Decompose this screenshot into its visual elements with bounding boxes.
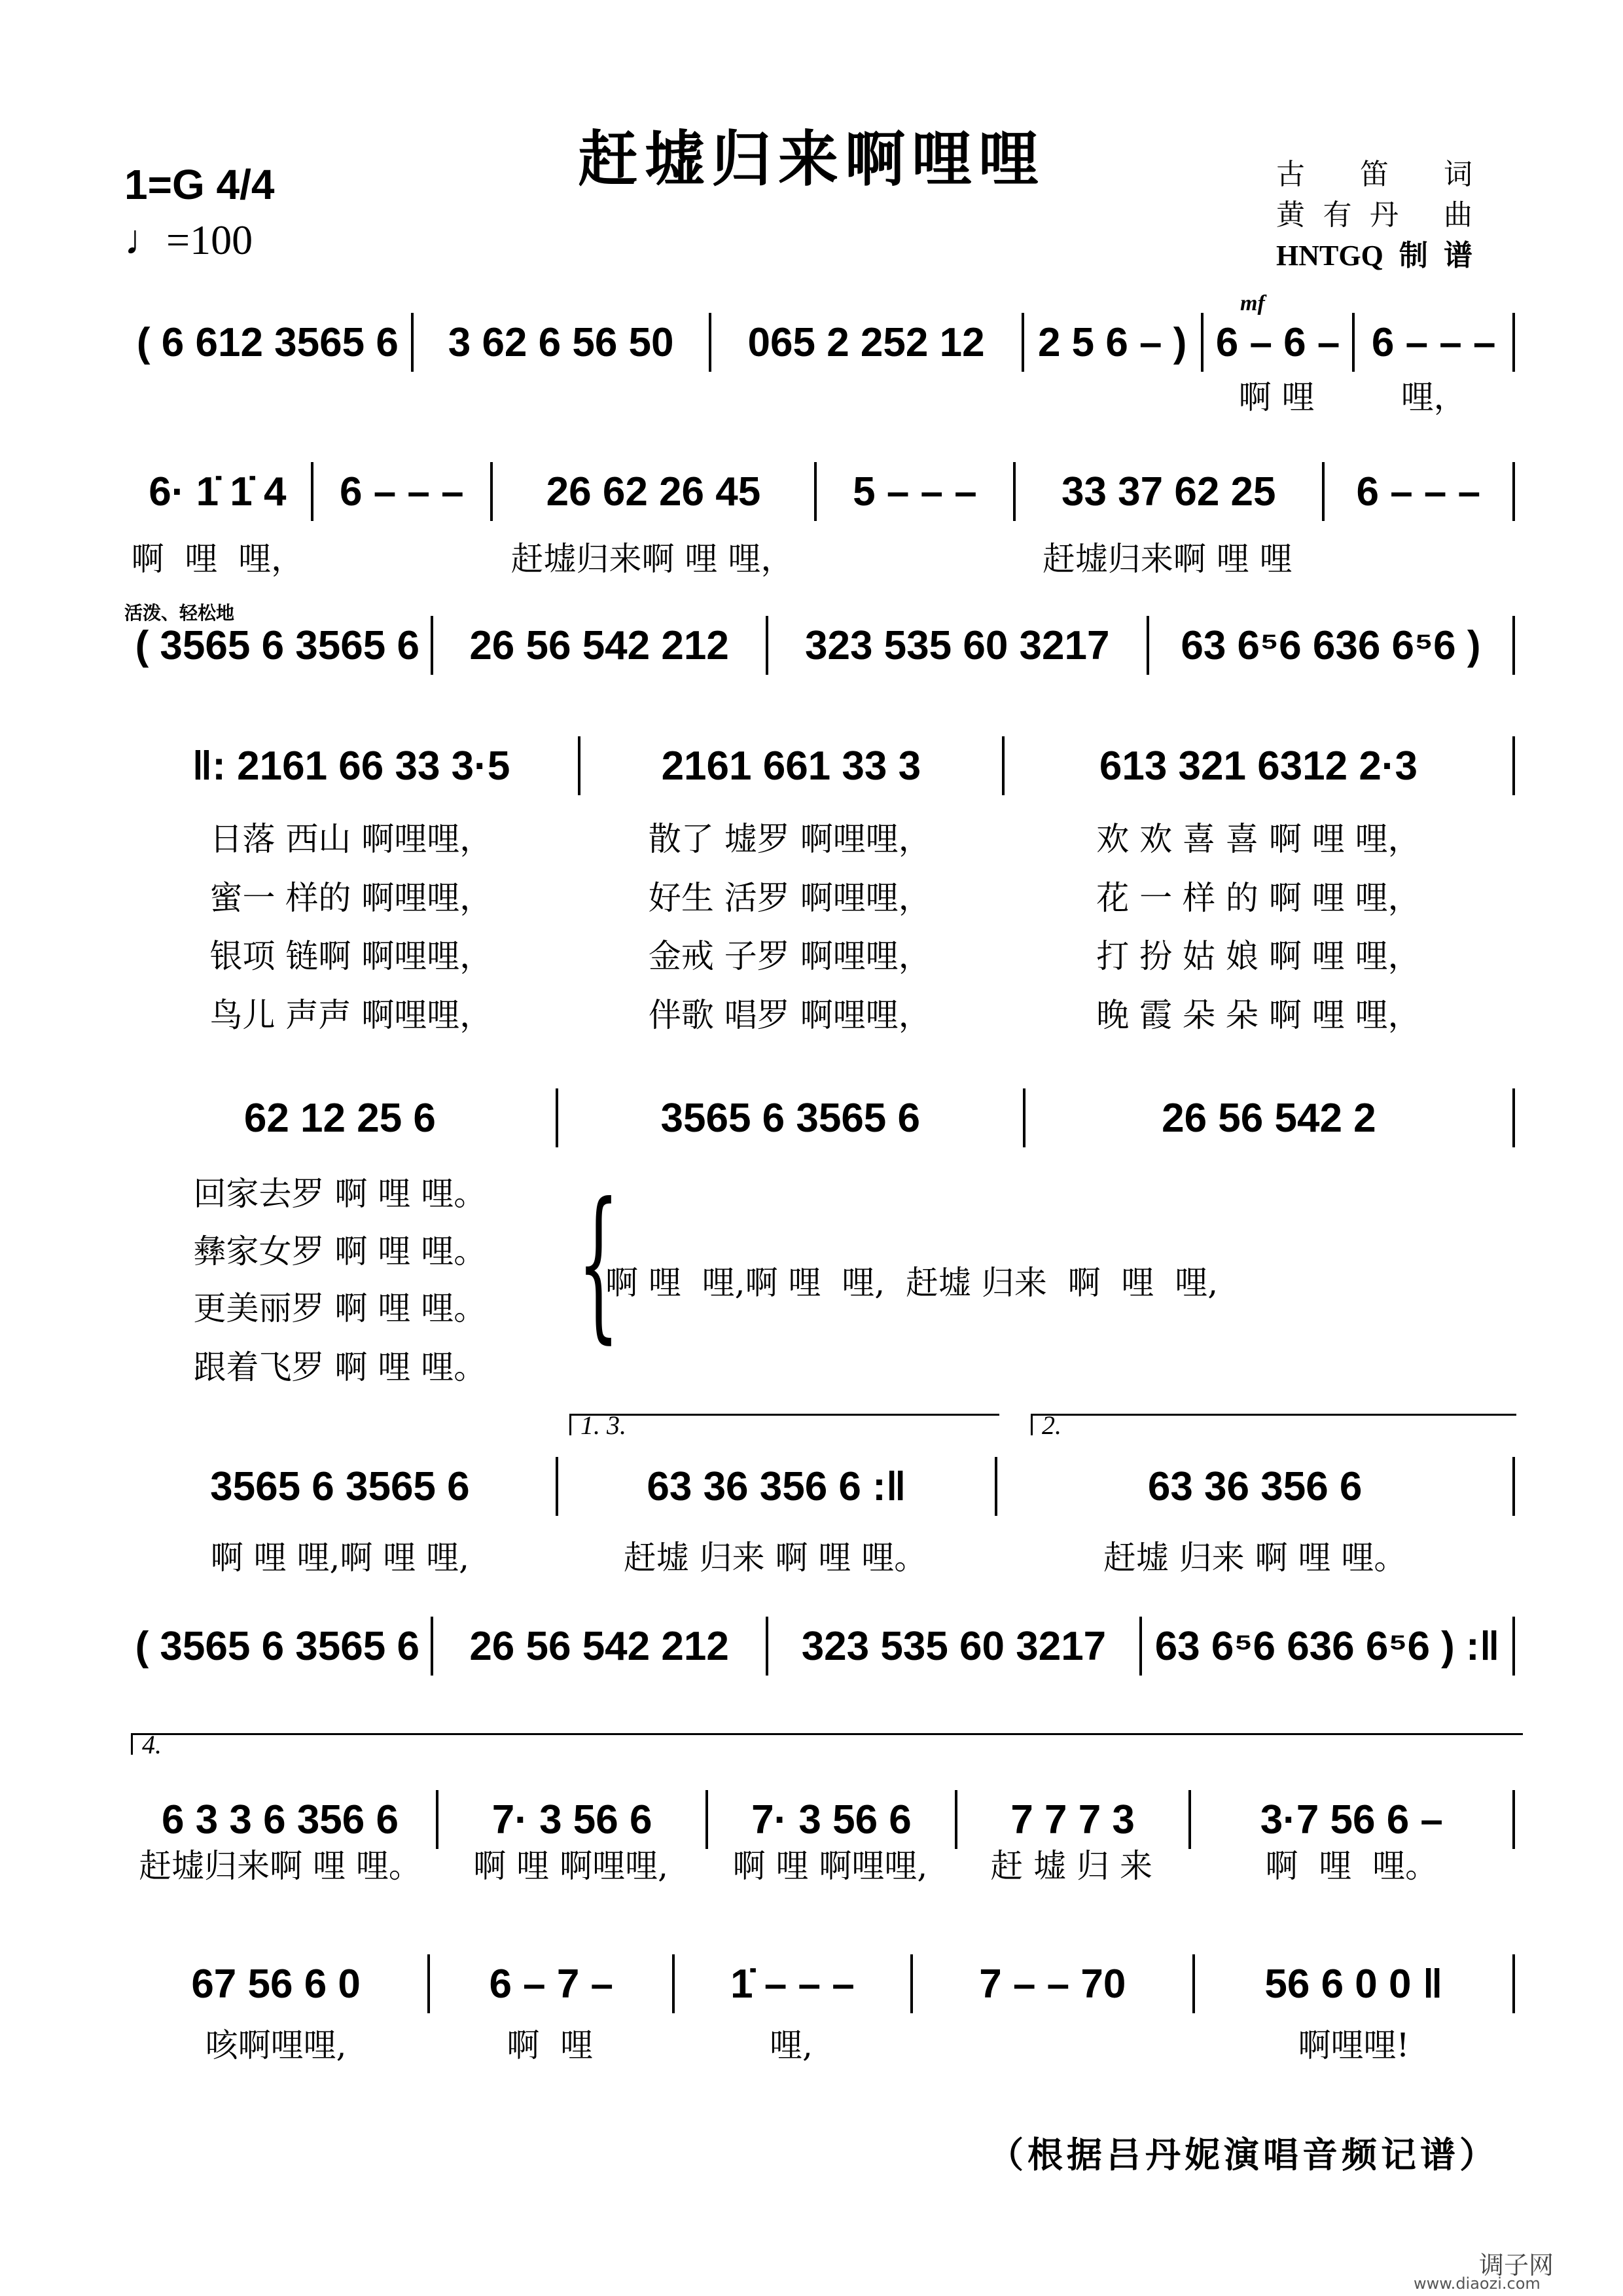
lyric-text: 啊 哩 啊哩哩,	[473, 1847, 668, 1885]
lyric-line	[124, 533, 1515, 579]
measure: ( 3565 6 3565 6	[135, 1623, 419, 1669]
lyric-text: 更美丽罗 啊 哩 哩。	[193, 1289, 487, 1327]
volta-1-3: 1. 3.	[569, 1414, 999, 1435]
lyric-text: 赶墟归来啊 哩 哩。	[139, 1847, 421, 1885]
lyric-text: 回家去罗 啊 哩 哩。	[193, 1175, 487, 1213]
lyric-text: 散了 墟罗 啊哩哩，	[648, 820, 931, 858]
measure: 67 56 6 0	[191, 1961, 361, 2007]
lyric-text: 赶 墟 归 来	[990, 1847, 1152, 1885]
measure: 63 36 356 6 :‖	[556, 1457, 995, 1516]
key-signature: 1=G 4/4	[124, 161, 275, 208]
lyric-text: 晚 霞 朵 朵 啊 哩 哩，	[1096, 996, 1421, 1034]
lyric-line	[124, 1283, 1515, 1329]
lyric-text	[1022, 372, 1201, 418]
lyric-line	[124, 1226, 1515, 1272]
measure: 63 6⁵6 636 6⁵6 )	[1147, 616, 1515, 675]
measure: 33 37 62 25	[1013, 462, 1322, 521]
measure: 6 – – –	[1352, 313, 1515, 372]
arranger-credit: HNTGQ制谱	[1276, 240, 1472, 272]
lyric-text: 伴歌 唱罗 啊哩哩，	[648, 996, 931, 1034]
lyric-line	[124, 1168, 1515, 1214]
lyric-text: 啊 哩 哩。	[1265, 1847, 1438, 1885]
lyric-text: 赶墟归来啊 哩 哩，	[510, 540, 794, 578]
lyric-text: 啊 哩	[507, 2026, 594, 2064]
staff-system-6	[124, 1457, 1515, 1516]
measure: 5 – – –	[814, 462, 1013, 521]
lyric-text: 赶墟归来啊 哩 哩	[1042, 540, 1293, 578]
measure: 3 62 6 56 50	[411, 313, 709, 372]
measure: 1̇ – – –	[672, 1954, 910, 2013]
measure: 26 56 542 212	[431, 616, 766, 675]
measure: 7· 3 56 6	[705, 1790, 954, 1849]
lyric-text	[709, 372, 1022, 418]
lyric-text: 啊 哩 哩，	[131, 540, 304, 578]
lyric-text: 鸟儿 声声 啊哩哩，	[209, 996, 493, 1034]
measure: 6 – 7 –	[427, 1954, 672, 2013]
measure: 2161 661 33 3	[578, 736, 1002, 795]
lyric-text	[910, 2020, 1192, 2066]
composer-credit: 黄有丹 曲	[1276, 198, 1472, 232]
measure: ( 3565 6 3565 6	[135, 622, 419, 668]
measure: 323 535 60 3217	[766, 616, 1147, 675]
lyric-text	[814, 533, 1013, 579]
measure: 3·7 56 6 –	[1188, 1790, 1515, 1849]
measure: 6 – 6 –	[1201, 313, 1353, 372]
measure: 3565 6 3565 6	[210, 1463, 470, 1509]
staff-system-4	[124, 736, 1515, 795]
lyric-text: 打 扮 姑 娘 啊 哩 哩，	[1096, 937, 1421, 975]
lyric-line	[124, 1840, 1515, 1886]
measure: 613 321 6312 2·3	[1002, 736, 1515, 795]
lyric-line	[124, 1342, 1515, 1388]
staff-system-9	[124, 1954, 1515, 2013]
lyric-text	[1322, 533, 1515, 579]
measure: 2 5 6 – )	[1022, 313, 1201, 372]
measure: 7· 3 56 6	[436, 1790, 705, 1849]
expression-marking: 活泼、轻松地	[124, 602, 235, 624]
measure: 7 – – 70	[910, 1954, 1192, 2013]
dynamic-marking: mf	[1240, 291, 1265, 315]
lyricist-credit: 古 笛 词	[1276, 158, 1472, 191]
lyric-line	[124, 990, 1515, 1035]
lyric-text	[124, 372, 411, 418]
refrain-lyrics: 啊 哩 哩,啊 哩 哩, 赶墟 归来 啊 哩 哩,	[605, 1264, 1219, 1302]
lyric-text: 花 一 样 的 啊 哩 哩，	[1096, 879, 1421, 917]
lyric-text: 啊 哩	[1238, 378, 1315, 416]
volta-4: 4.	[131, 1733, 1523, 1755]
lyric-line	[124, 814, 1515, 859]
lyric-text: 蜜一 样的 啊哩哩，	[209, 879, 493, 917]
lyric-text: 跟着飞罗 啊 哩 哩。	[193, 1348, 487, 1386]
measure: 3565 6 3565 6	[556, 1088, 1023, 1147]
lyric-text: 啊哩哩!	[1298, 2026, 1410, 2064]
measure: 63 36 356 6	[995, 1457, 1515, 1516]
watermark-url: www.diaozi.com	[1414, 2274, 1541, 2293]
lyric-text: 哩,	[769, 2026, 813, 2064]
tempo-marking: ♩=100	[124, 217, 253, 263]
staff-system-2	[124, 462, 1515, 521]
measure: 26 56 542 212	[431, 1617, 766, 1676]
lyric-text: 银项 链啊 啊哩哩，	[209, 937, 493, 975]
measure: 26 62 26 45	[490, 462, 814, 521]
lyric-text: 赶墟 归来 啊 哩 哩。	[1103, 1539, 1407, 1577]
measure: ( 6 612 3565 6	[136, 319, 399, 365]
measure: 6 – – –	[311, 462, 490, 521]
transcription-source-note: （根据吕丹妮演唱音频记谱）	[988, 2134, 1499, 2176]
measure: ‖: 2161 66 33 3·5	[192, 743, 510, 789]
measure: 6 3 3 6 356 6	[162, 1797, 399, 1842]
measure: 065 2 252 12	[709, 313, 1022, 372]
measure: 56 6 0 0 ‖	[1192, 1954, 1515, 2013]
lyric-text: 金戒 子罗 啊哩哩，	[648, 937, 931, 975]
measure: 323 535 60 3217	[766, 1617, 1140, 1676]
lyric-text: 哩，	[1400, 378, 1467, 416]
measure: 26 56 542 2	[1023, 1088, 1515, 1147]
watermark-logo: 调子网	[1479, 2251, 1554, 2280]
staff-system-7	[124, 1617, 1515, 1676]
staff-system-5	[124, 1088, 1515, 1147]
lyric-line	[124, 1532, 1515, 1578]
lyric-text: 彝家女罗 啊 哩 哩。	[193, 1232, 487, 1270]
verse-brace: {	[577, 1168, 620, 1358]
lyric-line	[124, 931, 1515, 977]
staff-system-1	[124, 313, 1515, 372]
measure: 6 – – –	[1322, 462, 1515, 521]
lyric-line	[124, 372, 1515, 418]
measure: 7 7 7 3	[955, 1790, 1188, 1849]
lyric-text: 咳啊哩哩,	[205, 2026, 347, 2064]
lyric-text: 日落 西山 啊哩哩，	[209, 820, 493, 858]
volta-2: 2.	[1031, 1414, 1516, 1435]
lyric-text: 好生 活罗 啊哩哩，	[648, 879, 931, 917]
lyric-text	[411, 372, 709, 418]
song-title: 赶墟归来啊哩哩	[577, 124, 1045, 194]
lyric-text: 啊 哩 啊哩哩,	[732, 1847, 928, 1885]
lyric-line	[124, 872, 1515, 918]
lyric-text: 赶墟 归来 啊 哩 哩。	[623, 1539, 927, 1577]
lyric-text: 啊 哩 哩,啊 哩 哩,	[210, 1539, 470, 1577]
measure: 63 6⁵6 636 6⁵6 ) :‖	[1139, 1617, 1515, 1676]
measure: 62 12 25 6	[243, 1095, 436, 1141]
staff-system-3	[124, 616, 1515, 675]
lyric-text	[311, 533, 490, 579]
measure: 6· 1̇ 1̇ 4	[149, 469, 287, 514]
lyric-text: 欢 欢 喜 喜 啊 哩 哩，	[1096, 820, 1421, 858]
lyric-line	[124, 2020, 1515, 2066]
